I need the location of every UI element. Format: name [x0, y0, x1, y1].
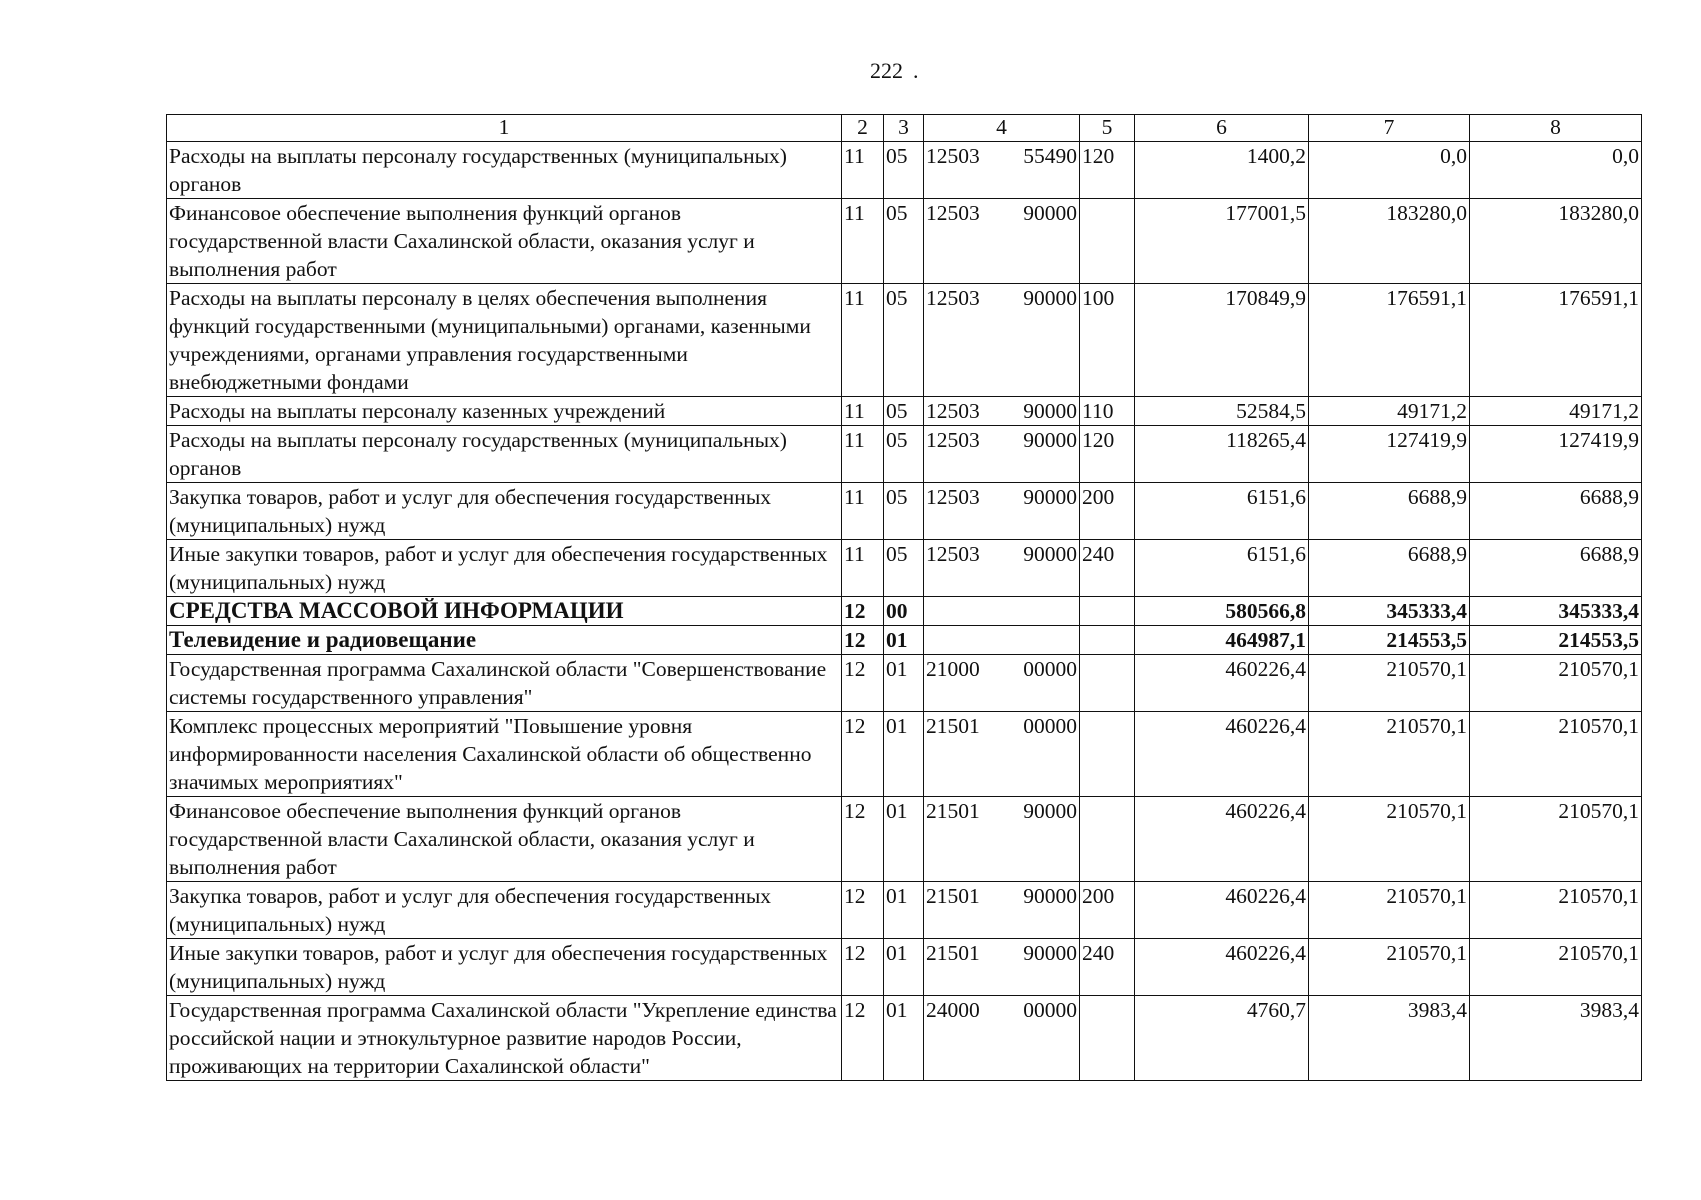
- table-body: [167, 142, 1642, 1081]
- amount-col8: 127419,9: [1470, 426, 1642, 483]
- direction-code: 90000: [1023, 201, 1077, 225]
- column-header: 3: [884, 115, 924, 142]
- page-mark: .: [913, 58, 919, 83]
- amount-col6: 580566,8: [1135, 597, 1309, 626]
- amount-col8: 345333,4: [1470, 597, 1642, 626]
- subsection-code: 01: [884, 626, 924, 655]
- amount-col7: 49171,2: [1309, 397, 1470, 426]
- target-article: [924, 996, 1080, 1081]
- column-number-row: [167, 115, 1642, 142]
- table-row: [167, 540, 1642, 597]
- subsection-code: 05: [884, 483, 924, 540]
- table-row: [167, 655, 1642, 712]
- program-code: 12503: [926, 428, 980, 452]
- expense-name: СРЕДСТВА МАССОВОЙ ИНФОРМАЦИИ: [167, 597, 842, 626]
- section-code: 12: [842, 712, 884, 797]
- subsection-code: 01: [884, 797, 924, 882]
- section-code: 11: [842, 483, 884, 540]
- section-code: 11: [842, 284, 884, 397]
- expense-type-code: [1080, 626, 1135, 655]
- subsection-code: 05: [884, 199, 924, 284]
- expense-name: Государственная программа Сахалинской области "Укрепление единства российской нации и этнокультурное развитие народов России, проживающих на территории Сахалинской области": [167, 996, 842, 1081]
- section-code: 12: [842, 939, 884, 996]
- expense-type-code: [1080, 199, 1135, 284]
- column-header: 1: [167, 115, 842, 142]
- program-code: 21000: [926, 657, 980, 681]
- amount-col6: 170849,9: [1135, 284, 1309, 397]
- table-row: [167, 597, 1642, 626]
- table-row: [167, 939, 1642, 996]
- expense-type-code: [1080, 996, 1135, 1081]
- direction-code: 90000: [1023, 485, 1077, 509]
- amount-col8: 183280,0: [1470, 199, 1642, 284]
- subsection-code: 01: [884, 996, 924, 1081]
- expense-type-code: 100: [1080, 284, 1135, 397]
- expense-type-code: [1080, 712, 1135, 797]
- table-row: [167, 199, 1642, 284]
- section-code: 11: [842, 199, 884, 284]
- amount-col8: 210570,1: [1470, 797, 1642, 882]
- amount-col8: 210570,1: [1470, 712, 1642, 797]
- expense-type-code: 240: [1080, 540, 1135, 597]
- target-article: [924, 882, 1080, 939]
- page-number-value: 222: [870, 58, 903, 83]
- expense-name: Расходы на выплаты персоналу казенных учреждений: [167, 397, 842, 426]
- table-row: [167, 626, 1642, 655]
- amount-col7: 0,0: [1309, 142, 1470, 199]
- amount-col6: 6151,6: [1135, 483, 1309, 540]
- expense-type-code: [1080, 597, 1135, 626]
- expense-name: Финансовое обеспечение выполнения функций органов государственной власти Сахалинской области, оказания услуг и выполнения работ: [167, 797, 842, 882]
- program-code: 21501: [926, 884, 980, 908]
- target-article: [924, 426, 1080, 483]
- amount-col8: 210570,1: [1470, 655, 1642, 712]
- direction-code: 00000: [1023, 657, 1077, 681]
- direction-code: 90000: [1023, 799, 1077, 823]
- direction-code: 90000: [1023, 884, 1077, 908]
- subsection-code: 01: [884, 655, 924, 712]
- program-code: 12503: [926, 542, 980, 566]
- amount-col7: 3983,4: [1309, 996, 1470, 1081]
- amount-col8: 49171,2: [1470, 397, 1642, 426]
- program-code: 24000: [926, 998, 980, 1022]
- target-article: [924, 797, 1080, 882]
- subsection-code: 05: [884, 540, 924, 597]
- target-article: [924, 712, 1080, 797]
- amount-col7: 210570,1: [1309, 655, 1470, 712]
- subsection-code: 00: [884, 597, 924, 626]
- target-article: [924, 655, 1080, 712]
- amount-col7: 345333,4: [1309, 597, 1470, 626]
- amount-col6: 460226,4: [1135, 882, 1309, 939]
- expense-name: Государственная программа Сахалинской области "Совершенствование системы государственного управления": [167, 655, 842, 712]
- target-article: [924, 199, 1080, 284]
- target-article: [924, 939, 1080, 996]
- program-code: 12503: [926, 286, 980, 310]
- section-code: 12: [842, 655, 884, 712]
- subsection-code: 01: [884, 939, 924, 996]
- direction-code: 90000: [1023, 399, 1077, 423]
- section-code: 12: [842, 996, 884, 1081]
- subsection-code: 05: [884, 142, 924, 199]
- amount-col7: 210570,1: [1309, 712, 1470, 797]
- program-code: 12503: [926, 485, 980, 509]
- amount-col6: 4760,7: [1135, 996, 1309, 1081]
- target-article: [924, 597, 1080, 626]
- amount-col7: 210570,1: [1309, 797, 1470, 882]
- column-header: 6: [1135, 115, 1309, 142]
- program-code: 21501: [926, 714, 980, 738]
- amount-col8: 210570,1: [1470, 939, 1642, 996]
- section-code: 12: [842, 882, 884, 939]
- expense-name: Комплекс процессных мероприятий "Повышение уровня информированности населения Сахалинской области об общественно значимых мероприятиях": [167, 712, 842, 797]
- amount-col6: 118265,4: [1135, 426, 1309, 483]
- amount-col6: 460226,4: [1135, 712, 1309, 797]
- amount-col6: 52584,5: [1135, 397, 1309, 426]
- table-row: [167, 712, 1642, 797]
- expense-type-code: 200: [1080, 882, 1135, 939]
- section-code: 11: [842, 142, 884, 199]
- column-header: 8: [1470, 115, 1642, 142]
- expense-name: Иные закупки товаров, работ и услуг для обеспечения государственных (муниципальных) нужд: [167, 939, 842, 996]
- amount-col6: 177001,5: [1135, 199, 1309, 284]
- expense-name: Иные закупки товаров, работ и услуг для обеспечения государственных (муниципальных) нужд: [167, 540, 842, 597]
- amount-col7: 176591,1: [1309, 284, 1470, 397]
- amount-col7: 210570,1: [1309, 882, 1470, 939]
- subsection-code: 05: [884, 397, 924, 426]
- subsection-code: 01: [884, 882, 924, 939]
- expense-type-code: 110: [1080, 397, 1135, 426]
- amount-col7: 6688,9: [1309, 483, 1470, 540]
- target-article: [924, 483, 1080, 540]
- page-number: [870, 58, 919, 84]
- expense-type-code: 120: [1080, 426, 1135, 483]
- direction-code: 90000: [1023, 286, 1077, 310]
- expense-name: Расходы на выплаты персоналу государственных (муниципальных) органов: [167, 426, 842, 483]
- expense-type-code: [1080, 797, 1135, 882]
- section-code: 11: [842, 426, 884, 483]
- table-row: [167, 797, 1642, 882]
- direction-code: 90000: [1023, 542, 1077, 566]
- amount-col7: 6688,9: [1309, 540, 1470, 597]
- section-code: 11: [842, 397, 884, 426]
- program-code: 21501: [926, 799, 980, 823]
- target-article: [924, 142, 1080, 199]
- amount-col6: 460226,4: [1135, 797, 1309, 882]
- subsection-code: 05: [884, 426, 924, 483]
- direction-code: 90000: [1023, 428, 1077, 452]
- expense-type-code: 120: [1080, 142, 1135, 199]
- table-row: [167, 426, 1642, 483]
- target-article: [924, 284, 1080, 397]
- section-code: 11: [842, 540, 884, 597]
- amount-col8: 214553,5: [1470, 626, 1642, 655]
- expense-type-code: 200: [1080, 483, 1135, 540]
- amount-col6: 460226,4: [1135, 939, 1309, 996]
- target-article: [924, 626, 1080, 655]
- column-header: 5: [1080, 115, 1135, 142]
- section-code: 12: [842, 797, 884, 882]
- amount-col8: 6688,9: [1470, 540, 1642, 597]
- amount-col8: 0,0: [1470, 142, 1642, 199]
- amount-col8: 3983,4: [1470, 996, 1642, 1081]
- direction-code: 00000: [1023, 998, 1077, 1022]
- program-code: 21501: [926, 941, 980, 965]
- direction-code: 55490: [1023, 144, 1077, 168]
- amount-col8: 176591,1: [1470, 284, 1642, 397]
- program-code: 12503: [926, 144, 980, 168]
- amount-col6: 464987,1: [1135, 626, 1309, 655]
- direction-code: 00000: [1023, 714, 1077, 738]
- subsection-code: 01: [884, 712, 924, 797]
- table-row: [167, 996, 1642, 1081]
- expense-type-code: [1080, 655, 1135, 712]
- column-header: 2: [842, 115, 884, 142]
- amount-col6: 460226,4: [1135, 655, 1309, 712]
- budget-table: [166, 114, 1642, 1081]
- table-row: [167, 483, 1642, 540]
- expense-type-code: 240: [1080, 939, 1135, 996]
- amount-col8: 210570,1: [1470, 882, 1642, 939]
- expense-name: Расходы на выплаты персоналу в целях обеспечения выполнения функций государственными (муниципальными) органами, казенными учреждениями, органами управления государственными внебюджетными фондами: [167, 284, 842, 397]
- amount-col7: 183280,0: [1309, 199, 1470, 284]
- direction-code: 90000: [1023, 941, 1077, 965]
- amount-col6: 1400,2: [1135, 142, 1309, 199]
- section-code: 12: [842, 626, 884, 655]
- column-header: 7: [1309, 115, 1470, 142]
- column-header: 4: [924, 115, 1080, 142]
- expense-name: Закупка товаров, работ и услуг для обеспечения государственных (муниципальных) нужд: [167, 483, 842, 540]
- subsection-code: 05: [884, 284, 924, 397]
- expense-name: Финансовое обеспечение выполнения функций органов государственной власти Сахалинской области, оказания услуг и выполнения работ: [167, 199, 842, 284]
- table-row: [167, 397, 1642, 426]
- table-row: [167, 142, 1642, 199]
- target-article: [924, 540, 1080, 597]
- expense-name: Телевидение и радиовещание: [167, 626, 842, 655]
- program-code: 12503: [926, 399, 980, 423]
- amount-col7: 127419,9: [1309, 426, 1470, 483]
- target-article: [924, 397, 1080, 426]
- amount-col8: 6688,9: [1470, 483, 1642, 540]
- amount-col6: 6151,6: [1135, 540, 1309, 597]
- expense-name: Расходы на выплаты персоналу государственных (муниципальных) органов: [167, 142, 842, 199]
- program-code: 12503: [926, 201, 980, 225]
- section-code: 12: [842, 597, 884, 626]
- amount-col7: 210570,1: [1309, 939, 1470, 996]
- expense-name: Закупка товаров, работ и услуг для обеспечения государственных (муниципальных) нужд: [167, 882, 842, 939]
- table-row: [167, 882, 1642, 939]
- table-row: [167, 284, 1642, 397]
- amount-col7: 214553,5: [1309, 626, 1470, 655]
